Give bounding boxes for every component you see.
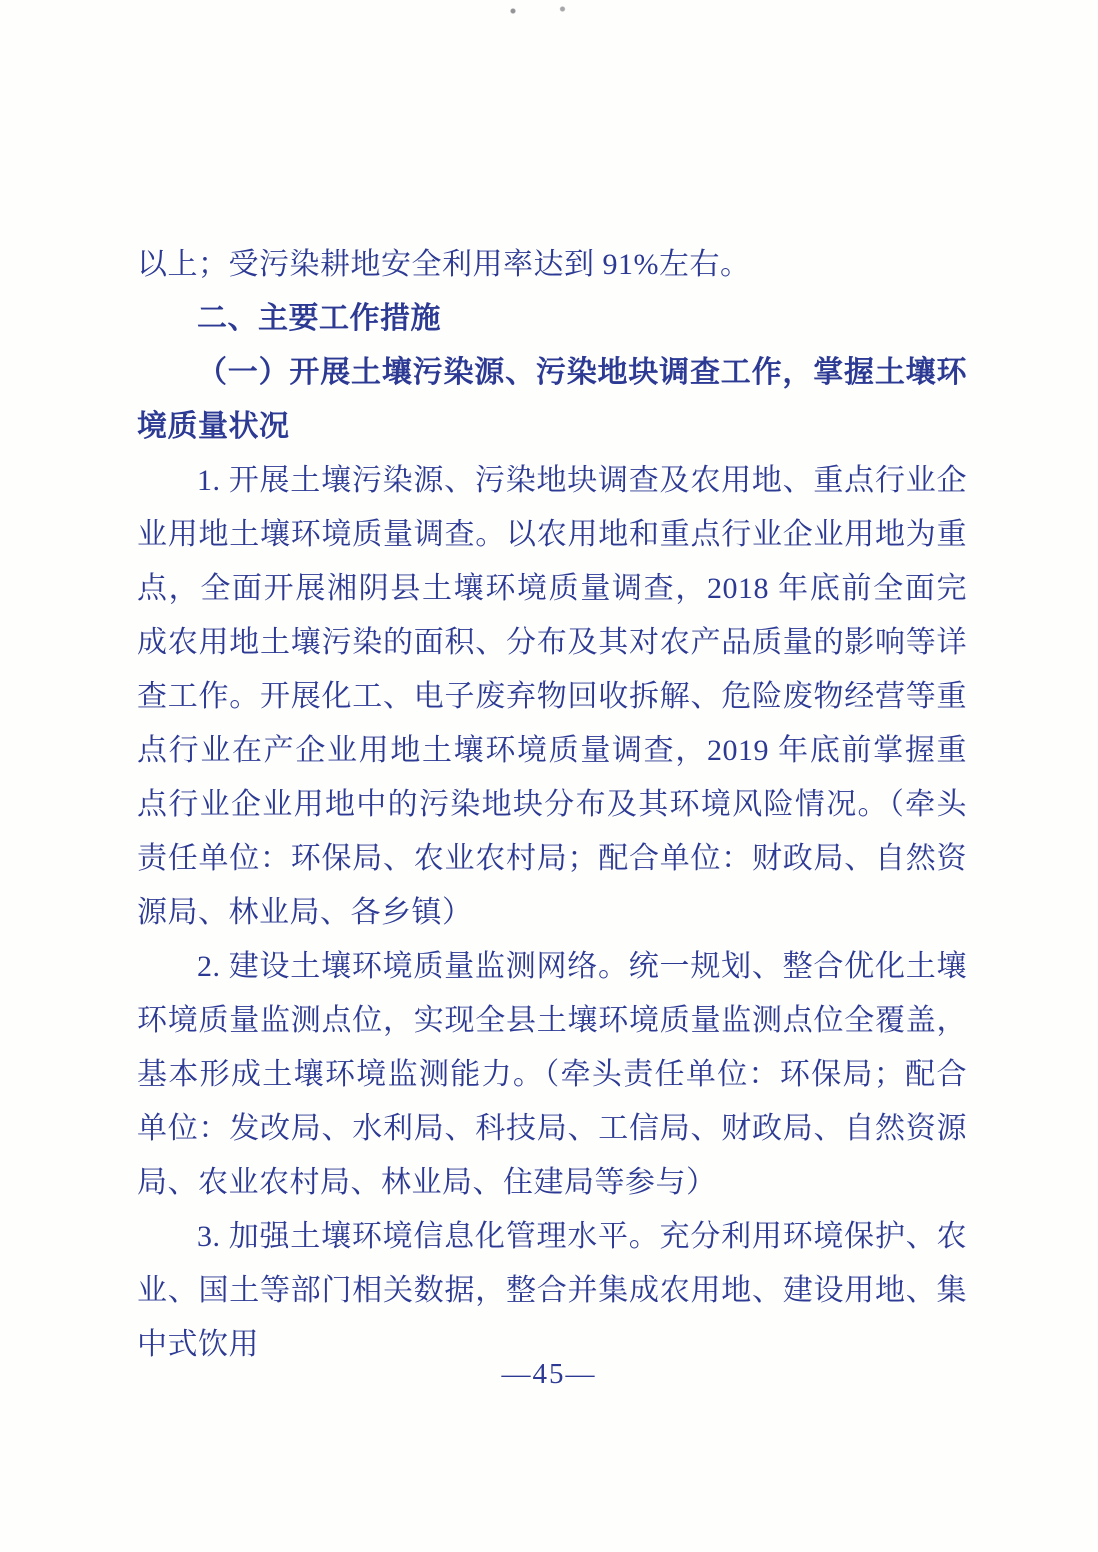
section-heading: 二、主要工作措施 (197, 302, 441, 335)
paragraph-2: 2. 建设土壤环境质量监测网络。统一规划、整合优化土壤环境质量监测点位，实现全县土壤环境质量监测点位全覆盖，基本形成土壤环境监测能力。（牵头责任单位：环保局；配合单位：发改局、水利局、科技局、工信局、财政局、自然资源局、农业农村局、林业局、住建局等参与） (137, 950, 967, 1199)
paragraph-3: 3. 加强土壤环境信息化管理水平。充分利用环境保护、农业、国土等部门相关数据，整合并集成农用地、建设用地、集中式饮用 (137, 1220, 967, 1361)
page-number: —45— (501, 1358, 597, 1390)
paragraph-1: 1. 开展土壤污染源、污染地块调查及农用地、重点行业企业用地土壤环境质量调查。以农用地和重点行业企业用地为重点，全面开展湘阴县土壤环境质量调查，2018 年底前全面完成农用地土壤污染的面积、分布及其对农产品质量的影响等详查工作。开展化工、电子废弃物回收拆解、危险废物经营等重点行业在产企业用地土壤环境质量调查，2019 年底前掌握重点行业企业用地中的污染地块分布及其环境风险情况。（牵头责任单位：环保局、农业农村局；配合单位：财政局、自然资源局、林业局、各乡镇） (137, 464, 967, 929)
scan-artifact (495, 6, 585, 16)
sub-heading: （一）开展土壤污染源、污染地块调查工作，掌握土壤环境质量状况 (137, 356, 967, 443)
continuation-line: 以上；受污染耕地安全利用率达到 91%左右。 (137, 248, 751, 281)
document-body (137, 238, 967, 1372)
